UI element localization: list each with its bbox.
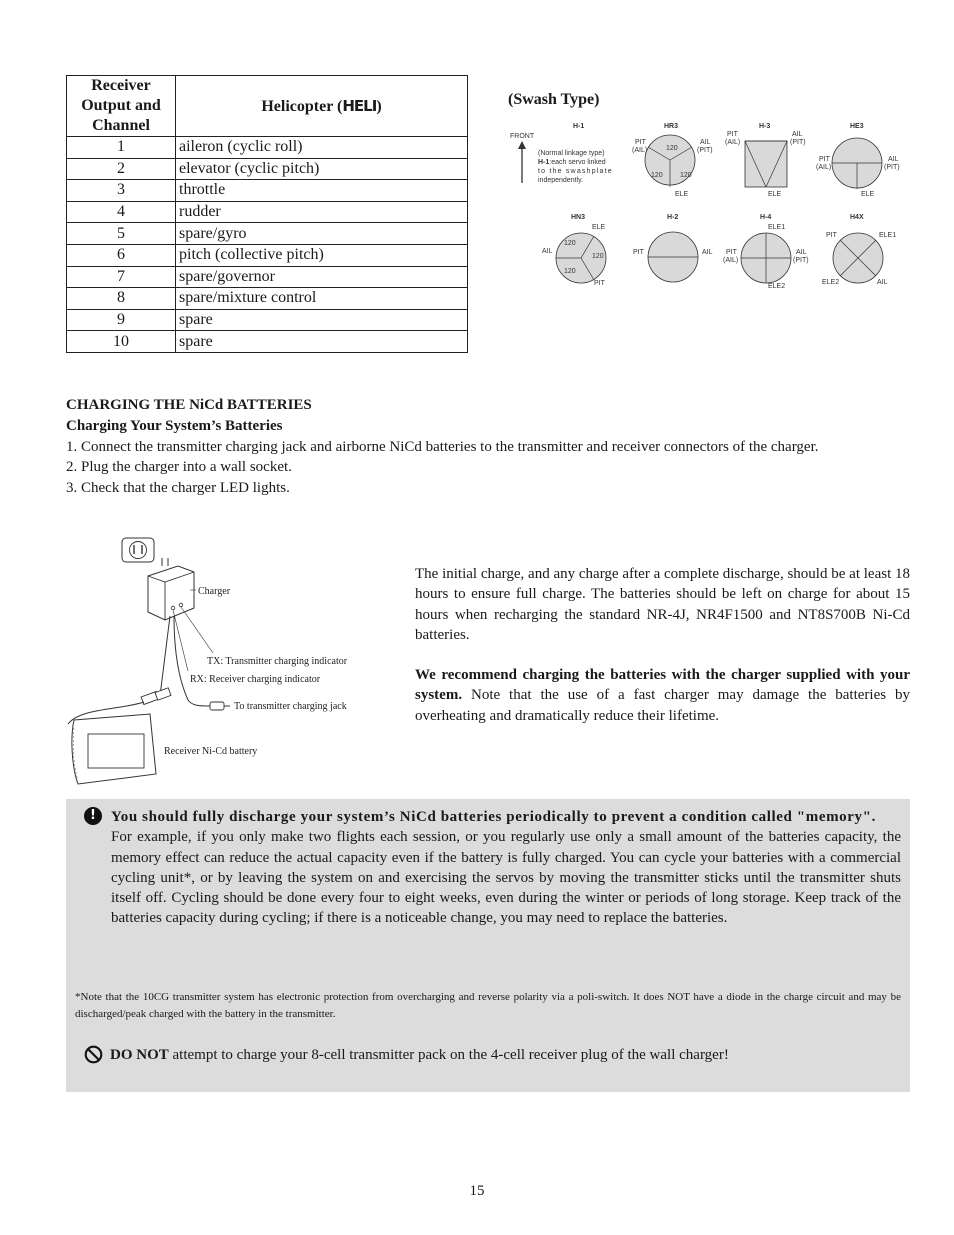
swash-h1-label: H-1: [573, 123, 585, 130]
header-receiver-output: Receiver Output and Channel: [67, 76, 176, 137]
tx-jack-label: To transmitter charging jack: [234, 701, 347, 712]
h4x-ele2: ELE2: [822, 279, 840, 286]
swash-he3-plate: [832, 138, 882, 189]
channel-function: spare/gyro: [176, 223, 468, 245]
heli-badge: HELI: [342, 96, 377, 115]
h3-ail-pit: (PIT): [790, 139, 806, 146]
h4-ail: AIL: [796, 249, 807, 256]
table-row: [67, 201, 468, 223]
table-row: [67, 266, 468, 288]
swash-type-title: (Swash Type): [508, 91, 600, 108]
exclamation-icon: !: [84, 807, 102, 825]
charging-info: [415, 564, 910, 726]
channel-number: 8: [67, 288, 176, 310]
table-row: [67, 309, 468, 331]
swash-h3-label: H-3: [759, 123, 771, 130]
swash-h2-label: H-2: [667, 214, 679, 221]
battery-pack-icon: [72, 714, 156, 784]
tx-indicator-label: TX: Transmitter charging indicator: [207, 656, 348, 667]
channel-number: 10: [67, 331, 176, 353]
swash-h4x-label: H4X: [850, 214, 864, 221]
recommend-rest: Note that the use of a fast charger may damage the batteries by overheating and dramatically reduce their lifetime.: [415, 687, 910, 724]
table-row: [67, 137, 468, 159]
h4-ele1: ELE1: [768, 224, 786, 231]
channel-number: 6: [67, 244, 176, 266]
channel-function: elevator (cyclic pitch): [176, 158, 468, 180]
prohibited-icon: [84, 1045, 103, 1064]
charging-step-2: 2. Plug the charger into a wall socket.: [66, 459, 292, 476]
h4x-pit: PIT: [826, 232, 837, 239]
swash-h3-plate: [745, 141, 787, 187]
swash-hr3-label: HR3: [664, 123, 679, 130]
transmitter-plug-icon: [210, 702, 230, 710]
h3-ele: ELE: [768, 191, 782, 198]
h3-pit: PIT: [727, 131, 738, 138]
he3-ail-pit: (PIT): [884, 164, 900, 171]
front-label: FRONT: [510, 133, 535, 140]
channel-function: rudder: [176, 201, 468, 223]
channel-number: 7: [67, 266, 176, 288]
hr3-angle-top: 120: [666, 145, 678, 152]
channel-table: [66, 75, 468, 353]
channel-number: 9: [67, 309, 176, 331]
h4-pit: PIT: [726, 249, 737, 256]
swash-hn3-label: HN3: [571, 214, 586, 221]
table-row: [67, 244, 468, 266]
swash-h4-label: H-4: [760, 214, 772, 221]
hr3-pit-ail: (AIL): [632, 147, 648, 154]
hr3-angle-right: 120: [680, 172, 692, 179]
charger-label: Charger: [198, 586, 231, 597]
table-row: [67, 288, 468, 310]
he3-pit-ail: (AIL): [816, 164, 832, 171]
channel-number: 3: [67, 180, 176, 202]
linkage-note-line4: independently.: [538, 177, 584, 184]
h2-ail: AIL: [702, 249, 713, 256]
swash-h4x-plate: [833, 233, 883, 283]
hr3-ele: ELE: [675, 191, 689, 198]
swash-type-diagram: [500, 115, 910, 300]
h3-ail: AIL: [792, 131, 803, 138]
linkage-note-line2: H-1:each servo linked: [538, 159, 606, 166]
channel-function: spare/governor: [176, 266, 468, 288]
channel-function: spare: [176, 331, 468, 353]
wall-outlet-icon: [122, 538, 154, 562]
table-header-row: [67, 76, 468, 137]
do-not-bold: DO NOT: [110, 1047, 169, 1063]
linkage-note-line3: to the swashplate: [538, 168, 613, 175]
battery-label: Receiver Ni-Cd battery: [164, 746, 258, 757]
poli-switch-footnote: *Note that the 10CG transmitter system has electronic protection from overcharging and reverse polarity via a poli-switch. It does NOT have a diode in the charge circuit and may be discharged/peak charged with the battery in the transmitter.: [75, 991, 901, 1020]
table-row: [67, 223, 468, 245]
table-row: [67, 158, 468, 180]
memory-warning-title: You should fully discharge your system’s NiCd batteries periodically to prevent a condition called "memory".: [111, 809, 876, 825]
table-row: [67, 331, 468, 353]
swash-hr3-plate: [645, 135, 695, 187]
channel-number: 4: [67, 201, 176, 223]
channel-function: spare/mixture control: [176, 288, 468, 310]
linkage-note-line1: (Normal linkage type): [538, 150, 605, 157]
he3-ail: AIL: [888, 156, 899, 163]
channel-function: aileron (cyclic roll): [176, 137, 468, 159]
charging-step-3: 3. Check that the charger LED lights.: [66, 479, 290, 496]
h4-ail-pit: (PIT): [793, 257, 809, 264]
hr3-pit: PIT: [635, 139, 646, 146]
charging-steps: [66, 437, 910, 498]
channel-number: 5: [67, 223, 176, 245]
swash-he3-label: HE3: [850, 123, 864, 130]
channel-function: spare: [176, 309, 468, 331]
charging-subtitle: Charging Your System’s Batteries: [66, 418, 283, 434]
swash-h2-plate: [648, 232, 698, 282]
do-not-rest: attempt to charge your 8-cell transmitter pack on the 4-cell receiver plug of the wall charger!: [168, 1047, 729, 1063]
h4x-ail: AIL: [877, 279, 888, 286]
channel-number: 2: [67, 158, 176, 180]
hn3-pit: PIT: [594, 280, 605, 287]
he3-ele: ELE: [861, 191, 875, 198]
hr3-angle-left: 120: [651, 172, 663, 179]
swash-h4-plate: [741, 233, 791, 283]
hr3-ail-pit: (PIT): [697, 147, 713, 154]
hn3-angle-top: 120: [564, 240, 576, 247]
h2-pit: PIT: [633, 249, 644, 256]
he3-pit: PIT: [819, 156, 830, 163]
charger-icon: [148, 558, 194, 620]
rx-indicator-label: RX: Receiver charging indicator: [190, 674, 321, 685]
memory-warning: [111, 807, 901, 929]
receiver-connector-icon: [141, 688, 171, 705]
hn3-angle-bottom: 120: [564, 268, 576, 275]
do-not-warning: [110, 1045, 900, 1065]
header-helicopter: Helicopter (HELI): [176, 76, 468, 137]
hn3-angle-right: 120: [592, 253, 604, 260]
hn3-ail: AIL: [542, 248, 553, 255]
hn3-ele: ELE: [592, 224, 606, 231]
charging-title: CHARGING THE NiCd BATTERIES: [66, 397, 312, 413]
channel-function: throttle: [176, 180, 468, 202]
recommend-paragraph: [415, 665, 910, 726]
h4x-ele1: ELE1: [879, 232, 897, 239]
charging-step-1: 1. Connect the transmitter charging jack and airborne NiCd batteries to the transmitter and receiver connectors of the charger.: [66, 439, 819, 455]
table-row: [67, 180, 468, 202]
channel-function: pitch (collective pitch): [176, 244, 468, 266]
h3-pit-ail: (AIL): [725, 139, 741, 146]
h4-pit-ail: (AIL): [723, 257, 739, 264]
recommend-bold: We recommend charging the batteries with the charger supplied with your system.: [415, 667, 910, 704]
hr3-ail: AIL: [700, 139, 711, 146]
page-number: 15: [469, 1183, 485, 1199]
initial-charge-paragraph: The initial charge, and any charge after a complete discharge, should be at least 18 hours to ensure full charge. The batteries should be left on charge for about 15 hours when recharging the standard NR-4J, NR4F1500 and NT8S700B Ni-Cd batteries.: [415, 566, 910, 643]
front-arrow-icon: [518, 141, 526, 183]
charger-diagram: [60, 528, 390, 793]
memory-warning-body: For example, if you only make two flights each session, or you regularly use only a small amount of the batteries capacity, the memory effect can reduce the actual capacity even if the battery is fully charged. You can cycle your batteries with a commercial cycling unit*, or by leaving the system on and exercising the servos by moving the transmitter sticks until the transmitter shuts itself off. Cycling should be done every four to eight weeks, even during the winter or periods of long storage. Keep track of the batteries capacity during cycling; if there is a noticeable change, you may need to replace the batteries.: [111, 829, 901, 927]
channel-number: 1: [67, 137, 176, 159]
h4-ele2: ELE2: [768, 283, 786, 290]
